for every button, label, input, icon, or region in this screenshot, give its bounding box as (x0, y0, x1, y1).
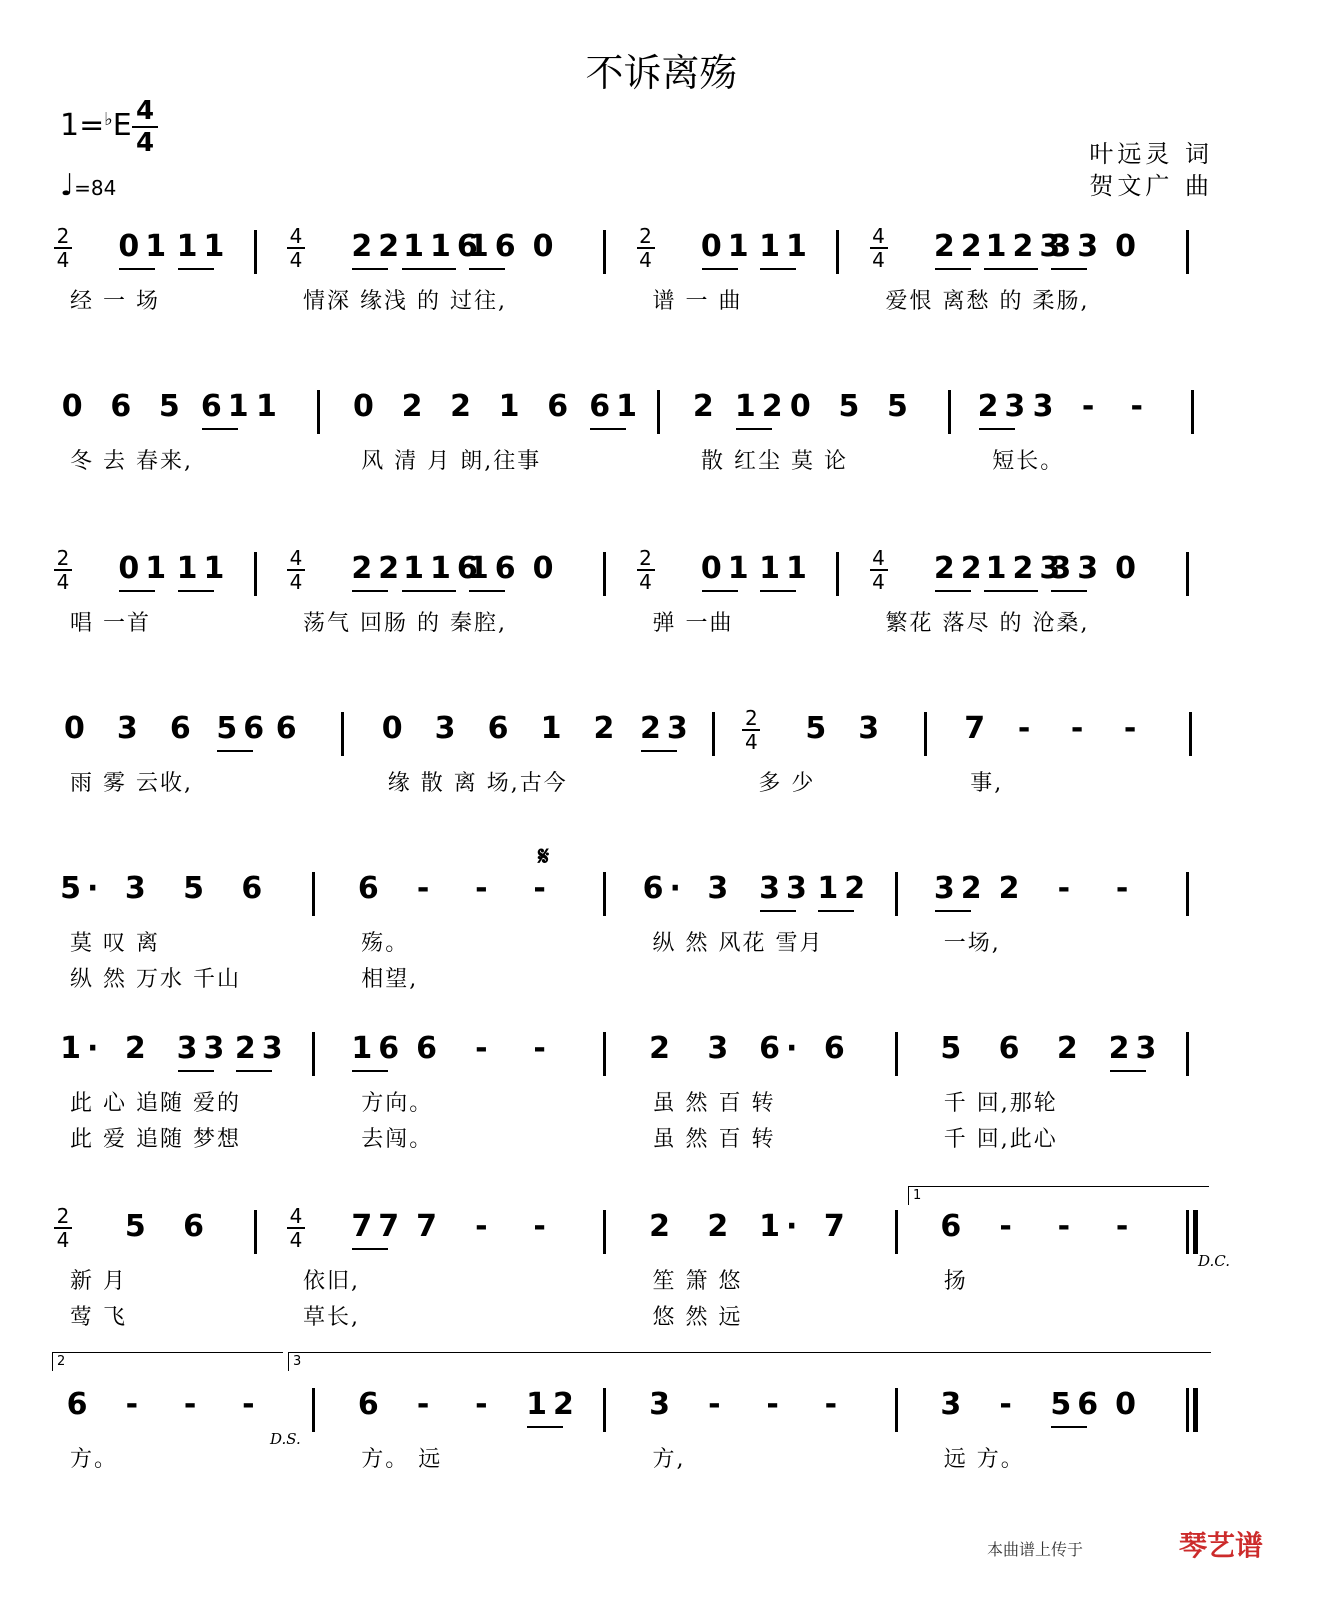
beam-underline (736, 428, 772, 430)
beam-underline (641, 750, 677, 752)
note-group: - (1017, 711, 1037, 746)
beam-underline (178, 1070, 214, 1072)
note-group: 6 (357, 1387, 385, 1422)
bar-line (895, 1388, 898, 1432)
segno-icon: 𝄋 (538, 842, 550, 872)
note-group: 116 (403, 229, 484, 264)
note-group: - (533, 871, 552, 906)
note-group: 16 (351, 1031, 406, 1066)
note-group: 2 (649, 1209, 676, 1244)
beam-underline (402, 268, 456, 270)
bar-line (1186, 230, 1189, 274)
bar-line (603, 872, 606, 916)
note-group: 2 (401, 389, 429, 424)
ds-marking: D.S. (270, 1430, 301, 1448)
note-group: - (475, 1387, 494, 1422)
note-group: 22 (351, 551, 406, 586)
bar-line (317, 390, 320, 434)
lyric-verse1: 荡气 回肠 的 秦腔, (303, 611, 507, 636)
score-line (0, 1386, 1323, 1516)
lyric-verse2: 悠 然 远 (652, 1305, 743, 1330)
beam-underline (760, 590, 796, 592)
lyric-verse1: 冬 去 春来, (70, 449, 193, 474)
lyric-verse1: 笙 箫 悠 (652, 1269, 743, 1294)
lyric-verse2: 纵 然 万水 千山 (70, 967, 241, 992)
time-signature (54, 226, 72, 270)
note-group: - (125, 1387, 145, 1422)
beam-underline (469, 590, 505, 592)
time-sig-top: 2 (745, 706, 758, 730)
bar-line (254, 230, 257, 274)
lyric-verse1: 方, (652, 1447, 686, 1472)
time-signature (287, 1206, 305, 1250)
tempo-value: =84 (74, 176, 117, 200)
lyric-verse1: 一场, (943, 931, 1001, 956)
note-group: 3 (707, 1031, 735, 1066)
bar-line (895, 872, 898, 916)
beam-underline (527, 1426, 563, 1428)
lyric-verse2: 相望, (361, 967, 419, 992)
note-group: - (416, 871, 436, 906)
volta-number: 2 (57, 1354, 66, 1369)
note-group: 3 (124, 871, 152, 906)
note-group: 6 (940, 1209, 968, 1244)
time-sig-bottom: 4 (289, 569, 303, 594)
note-group: - (999, 1209, 1018, 1244)
time-sig-top: 4 (872, 546, 885, 570)
key-prefix: 1= (60, 108, 105, 143)
time-sig-bottom: 4 (289, 247, 303, 272)
beam-underline (119, 590, 155, 592)
note-group: 3 (649, 1387, 676, 1422)
bar-line (341, 712, 344, 756)
lyric-verse1: 风 清 月 朗,往事 (361, 449, 542, 474)
lyric-verse1: 散 红尘 莫 论 (701, 449, 849, 474)
lyric-verse1: 事, (970, 771, 1004, 796)
score-line (0, 1204, 1323, 1338)
time-signature (742, 708, 760, 752)
note-group: 6 (183, 1209, 210, 1244)
note-group: 2 (124, 1031, 152, 1066)
note-group: 5 (940, 1031, 968, 1066)
note-group: 6 (487, 711, 515, 746)
beam-underline (236, 1070, 272, 1072)
note-group: 6 (823, 1031, 851, 1066)
note-group: 6 (66, 1387, 94, 1422)
note-group: 23 (234, 1031, 289, 1066)
note-group: 33 (176, 1031, 231, 1066)
note-group: 56 (216, 711, 271, 746)
composer-credit: 贺文广 曲 (1089, 172, 1213, 200)
note-group: 3 (434, 711, 462, 746)
beam-underline (1051, 590, 1087, 592)
time-signature (870, 226, 888, 270)
note-group: 33 (1050, 551, 1105, 586)
note-group: 5 (183, 871, 210, 906)
bar-line (712, 712, 715, 756)
note-group: - (1123, 711, 1143, 746)
lyric-verse1: 繁花 落尽 的 沧桑, (885, 611, 1090, 636)
note-group: 123 (985, 229, 1067, 264)
note-group: 5 (886, 389, 914, 424)
note-group: 11 (759, 551, 813, 586)
note-group: 12 (817, 871, 872, 906)
bar-line (603, 1210, 606, 1254)
note-group: 7 (964, 711, 992, 746)
note-group: - (242, 1387, 261, 1422)
beam-underline (202, 428, 238, 430)
note-group: 2 (707, 1209, 735, 1244)
bar-line (1189, 712, 1192, 756)
score-line (0, 706, 1323, 840)
bar-line (895, 1210, 898, 1254)
beam-underline (217, 750, 253, 752)
time-signature (637, 548, 655, 592)
time-sig-bottom: 4 (289, 1227, 303, 1252)
watermark-note: 本曲谱上传于 (986, 1540, 1083, 1559)
note-group: 2 (692, 389, 720, 424)
time-sig-top: 2 (639, 546, 652, 570)
note-group: 01 (118, 229, 173, 264)
note-group: - (766, 1387, 785, 1422)
note-group: 33 (759, 871, 813, 906)
beam-underline (352, 268, 388, 270)
time-sig-bottom: 4 (135, 128, 155, 158)
note-group: 23 (977, 389, 1032, 424)
dc-marking: D.C. (1198, 1252, 1230, 1270)
beam-underline (1051, 1426, 1087, 1428)
time-sig-top: 4 (289, 224, 303, 248)
bar-line (603, 552, 606, 596)
bar-line (657, 390, 660, 434)
lyric-verse1: 扬 (943, 1269, 968, 1294)
lyric-verse2: 去闯。 (361, 1127, 434, 1152)
note-group: 12 (526, 1387, 580, 1422)
lyric-verse2: 虽 然 百 转 (652, 1127, 776, 1152)
note-group: 1· (60, 1031, 105, 1066)
beam-underline (178, 590, 214, 592)
bar-line (312, 872, 315, 916)
note-group: - (824, 1387, 844, 1422)
time-sig-top: 4 (872, 224, 885, 248)
time-signature (287, 548, 305, 592)
lyric-verse2: 莺 飞 (70, 1305, 127, 1330)
note-group: - (708, 1387, 727, 1422)
note-group: 0 (532, 229, 560, 264)
note-group: - (533, 1031, 552, 1066)
lyric-verse2: 此 爱 追随 梦想 (70, 1127, 241, 1152)
note-group: - (183, 1387, 203, 1422)
time-sig-bottom: 4 (639, 247, 652, 272)
bar-line (312, 1032, 315, 1076)
note-group: 01 (118, 551, 173, 586)
time-sig-bottom: 4 (56, 247, 70, 272)
bar-line (836, 230, 839, 274)
bar-line (836, 552, 839, 596)
beam-underline (760, 268, 796, 270)
bar-line (1186, 1032, 1189, 1076)
bar-line (1186, 872, 1189, 916)
note-group: 1 (540, 711, 568, 746)
note-group: 2 (998, 871, 1026, 906)
note-group: 6 (110, 389, 138, 424)
lyric-verse1: 多 少 (758, 771, 816, 796)
note-group: 6· (642, 871, 687, 906)
lyric-verse1: 千 回,那轮 (943, 1091, 1058, 1116)
note-group: 1· (759, 1209, 804, 1244)
lyric-verse1: 远 方。 (943, 1447, 1025, 1472)
bar-line (1186, 1388, 1189, 1432)
lyric-verse1: 方向。 (361, 1091, 434, 1116)
note-group: 23 (1108, 1031, 1163, 1066)
lyric-verse1: 唱 一首 (70, 611, 151, 636)
key-signature (60, 108, 132, 143)
time-signature (287, 226, 305, 270)
lyric-verse1: 殇。 (361, 931, 410, 956)
note-group: 6 (169, 711, 197, 746)
bar-line (603, 230, 606, 274)
note-group: 7 (416, 1209, 443, 1244)
volta-bracket (288, 1352, 1211, 1371)
time-signature (54, 1206, 72, 1250)
note-group: - (475, 871, 494, 906)
lyric-verse1: 情深 缘浅 的 过往, (303, 289, 507, 314)
bar-line (895, 1032, 898, 1076)
note-group: 61 (589, 389, 643, 424)
note-group: 3 (1032, 389, 1060, 424)
bar-line-thick (1193, 1388, 1198, 1432)
note-group: 01 (700, 551, 755, 586)
note-group: 3 (116, 711, 144, 746)
key-note: E (112, 108, 132, 143)
volta-bracket (908, 1186, 1209, 1205)
quarter-note-icon: ♩ (60, 168, 75, 203)
note-group: - (416, 1387, 436, 1422)
lyric-verse1: 莫 叹 离 (70, 931, 160, 956)
beam-underline (1110, 1070, 1146, 1072)
bar-line (603, 1388, 606, 1432)
note-group: 12 (734, 389, 789, 424)
note-group: 6 (357, 871, 385, 906)
beam-underline (818, 910, 854, 912)
note-group: 0 (381, 711, 409, 746)
beam-underline (702, 268, 738, 270)
time-signature (637, 226, 655, 270)
lyric-verse1: 缘 散 离 场,古今 (387, 771, 568, 796)
note-group: 116 (403, 551, 484, 586)
flat-sign: ♭ (104, 109, 113, 130)
note-group: 01 (700, 229, 755, 264)
beam-underline (984, 590, 1038, 592)
note-group: 11 (176, 229, 231, 264)
lyric-verse1: 纵 然 风花 雪月 (652, 931, 824, 956)
lyricist-credit: 叶远灵 词 (1089, 140, 1213, 168)
note-group: 2 (593, 711, 621, 746)
score-line (0, 224, 1323, 358)
time-sig-bottom: 4 (639, 569, 652, 594)
time-sig-top: 4 (289, 546, 303, 570)
note-group: 61 (200, 389, 255, 424)
note-group: - (999, 1387, 1018, 1422)
beam-underline (352, 1248, 388, 1250)
bar-line (603, 1032, 606, 1076)
note-group: 2 (649, 1031, 676, 1066)
note-group: 16 (467, 229, 522, 264)
note-group: 3 (707, 871, 735, 906)
beam-underline (935, 910, 971, 912)
lyric-verse1: 雨 雾 云收, (70, 771, 193, 796)
score-line (0, 870, 1323, 1000)
time-sig-bottom: 4 (872, 247, 885, 272)
lyric-verse1: 依旧, (303, 1269, 360, 1294)
note-group: - (1057, 1209, 1077, 1244)
lyric-verse1: 短长。 (992, 449, 1065, 474)
time-sig-bottom: 4 (872, 569, 885, 594)
time-sig-bottom: 4 (56, 569, 70, 594)
time-sig-top: 2 (56, 224, 70, 248)
note-group: - (1115, 1209, 1135, 1244)
beam-underline (984, 268, 1038, 270)
page-title: 不诉离殇 (585, 51, 738, 95)
time-sig-top: 4 (289, 1204, 303, 1228)
bar-line (254, 552, 257, 596)
beam-underline (935, 590, 971, 592)
lyric-verse1: 爱恨 离愁 的 柔肠, (885, 289, 1090, 314)
lyric-verse1: 方。 远 (361, 1447, 443, 1472)
note-group: 5· (60, 871, 105, 906)
time-sig-top: 4 (135, 96, 155, 126)
beam-underline (702, 590, 738, 592)
note-group: - (475, 1209, 494, 1244)
time-sig-top: 2 (56, 1204, 70, 1228)
bar-line (1186, 552, 1189, 596)
note-group: 33 (1050, 229, 1105, 264)
note-group: 56 (1050, 1387, 1105, 1422)
bar-line (1186, 1210, 1189, 1254)
note-group: 3 (940, 1387, 968, 1422)
note-group: 0 (63, 711, 91, 746)
note-group: 3 (858, 711, 886, 746)
note-group: - (475, 1031, 494, 1066)
note-group: - (1081, 389, 1101, 424)
note-group: - (1130, 389, 1149, 424)
note-group: - (533, 1209, 552, 1244)
note-group: - (1115, 871, 1135, 906)
time-sig-bottom: 4 (56, 1227, 70, 1252)
beam-underline (760, 910, 796, 912)
note-group: 0 (789, 389, 817, 424)
lyric-verse1: 此 心 追随 爱的 (70, 1091, 241, 1116)
note-group: 6 (275, 711, 303, 746)
score-line (0, 388, 1323, 518)
bar-line (254, 1210, 257, 1254)
note-group: 0 (1115, 229, 1142, 264)
note-group: 2 (450, 389, 477, 424)
note-group: 0 (532, 551, 560, 586)
note-group: 5 (805, 711, 833, 746)
lyric-verse1: 新 月 (70, 1269, 127, 1294)
note-group: 0 (1115, 1387, 1142, 1422)
note-group: 6 (547, 389, 575, 424)
bar-line (312, 1388, 315, 1432)
beam-underline (469, 268, 505, 270)
note-group: 5 (124, 1209, 152, 1244)
beam-underline (979, 428, 1015, 430)
watermark-logo: 琴艺谱 (1178, 1529, 1263, 1562)
note-group: 123 (985, 551, 1067, 586)
lyric-verse1: 谱 一 曲 (652, 289, 743, 314)
beam-underline (178, 268, 214, 270)
beam-underline (402, 590, 456, 592)
volta-number: 1 (913, 1188, 922, 1203)
note-group: - (1057, 871, 1077, 906)
beam-underline (1051, 268, 1087, 270)
note-group: 32 (933, 871, 988, 906)
score-line (0, 546, 1323, 680)
beam-underline (590, 428, 626, 430)
note-group: 1 (498, 389, 526, 424)
note-group: 6 (998, 1031, 1026, 1066)
note-group: 0 (1115, 551, 1142, 586)
note-group: 77 (351, 1209, 406, 1244)
bar-line-thick (1193, 1210, 1198, 1254)
tempo-marking (60, 168, 116, 203)
note-group: 7 (823, 1209, 851, 1244)
time-sig-top: 2 (56, 546, 70, 570)
bar-line (948, 390, 951, 434)
note-group: 5 (838, 389, 866, 424)
note-group: 16 (467, 551, 522, 586)
lyric-verse1: 虽 然 百 转 (652, 1091, 776, 1116)
beam-underline (935, 268, 971, 270)
beam-underline (352, 1070, 388, 1072)
note-group: 22 (933, 229, 988, 264)
lyric-verse2: 千 回,此心 (943, 1127, 1058, 1152)
note-group: 11 (759, 229, 813, 264)
lyric-verse1: 方。 (70, 1447, 119, 1472)
note-group: 22 (351, 229, 406, 264)
bar-line (1191, 390, 1194, 434)
bar-line (924, 712, 927, 756)
note-group: 6 (241, 871, 269, 906)
lyric-verse2: 草长, (303, 1305, 360, 1330)
note-group: 6 (416, 1031, 443, 1066)
note-group: 23 (639, 711, 694, 746)
volta-bracket (52, 1352, 283, 1371)
note-group: 22 (933, 551, 988, 586)
time-signature (870, 548, 888, 592)
note-group: 0 (353, 389, 380, 424)
note-group: 11 (176, 551, 231, 586)
note-group: 5 (158, 389, 186, 424)
lyric-verse1: 经 一 场 (70, 289, 160, 314)
note-group: 6· (759, 1031, 804, 1066)
time-signature (54, 548, 72, 592)
note-group: 1 (255, 389, 283, 424)
time-sig-top: 2 (639, 224, 652, 248)
note-group: 0 (61, 389, 89, 424)
beam-underline (119, 268, 155, 270)
volta-number: 3 (293, 1354, 302, 1369)
note-group: - (1070, 711, 1090, 746)
score-line (0, 1030, 1323, 1160)
time-sig-bottom: 4 (745, 729, 758, 754)
beam-underline (352, 590, 388, 592)
note-group: 2 (1056, 1031, 1084, 1066)
lyric-verse1: 弹 一曲 (652, 611, 734, 636)
